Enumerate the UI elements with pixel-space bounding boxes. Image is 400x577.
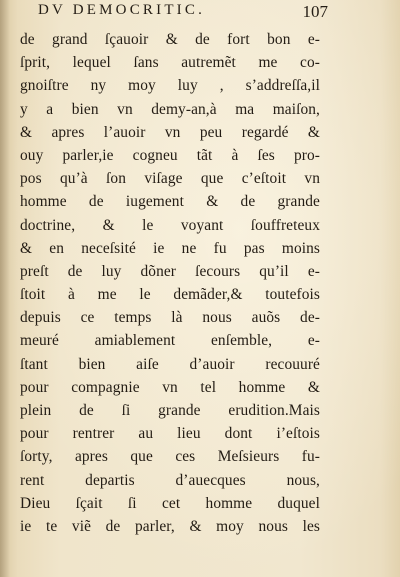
text-line: ouy parler,ie cogneu tãt à ſes pro- xyxy=(20,146,320,164)
text-line: depuis ce temps là nous auõs de- xyxy=(20,309,320,327)
text-line: ie te viẽ de parler, & moy nous les xyxy=(20,517,320,535)
text-line: pour compagnie vn tel homme & xyxy=(20,378,320,396)
text-line: de grand ſçauoir & de fort bon e- xyxy=(20,31,320,48)
text-line: doctrine, & le voyant ſouffreteux xyxy=(20,216,320,234)
text-line: ſtoit à me le demãder,& toutefois xyxy=(20,286,320,304)
text-line: ſprit, lequel ſans autremẽt me co- xyxy=(20,54,320,72)
text-line: gnoiſtre ny moy luy , s’addreſſa,il xyxy=(20,77,320,95)
text-line: ſtant bien aiſe d’auoir recouuré xyxy=(20,355,320,373)
running-head: DV DEMOCRITIC. xyxy=(38,2,206,18)
text-line: ſorty, apres que ces Meſsieurs fu- xyxy=(20,448,320,466)
text-line: pour rentrer au lieu dont i’eſtois xyxy=(20,425,320,443)
text-line: plein de ſi grande erudition.Mais xyxy=(20,402,320,419)
page-header xyxy=(38,2,328,24)
text-line: homme de iugement & de grande xyxy=(20,193,320,211)
text-line: y a bien vn demy-an,à ma maiſon, xyxy=(20,100,320,118)
text-line: & apres l’auoir vn peu regardé & xyxy=(20,123,320,141)
text-line: meuré amiablement enſemble, e- xyxy=(20,332,320,350)
text-line: & en neceſsité ie ne fu pas moins xyxy=(20,239,320,257)
text-line: pos qu’à ſon viſage que c’eſtoit vn xyxy=(20,170,320,188)
page-number: 107 xyxy=(302,2,328,21)
text-line: preſt de luy dõner ſecours qu’il e- xyxy=(20,262,320,280)
text-line: rent departis d’auecques nous, xyxy=(20,471,320,489)
text-line: Dieu ſçait ſi cet homme duquel xyxy=(20,494,320,512)
body-text xyxy=(20,28,320,538)
binding-shadow xyxy=(0,0,10,577)
